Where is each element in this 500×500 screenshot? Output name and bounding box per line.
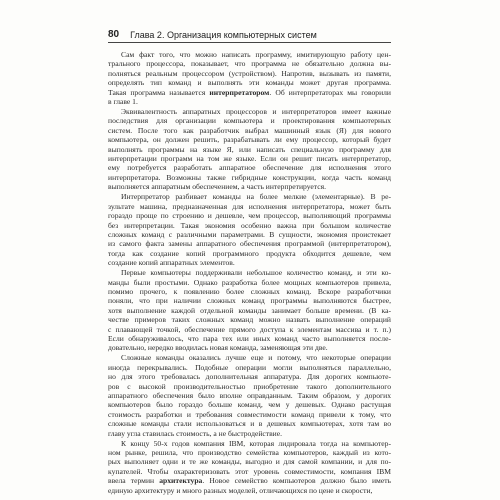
text-line: честве примеров таких сложных команд можно назвать выполнение операций [108,315,391,325]
text-line: выполняется аппаратным обеспечением, а часть интерпретируется. [108,182,326,192]
text-line: Если обнаруживалось, что пара тех или иных команд часто выполняется после- [108,333,391,343]
text-line: без интерпретации. Такая экономия особенно важна при большом количестве [108,220,391,230]
text-line: аппаратного обеспечения было вполне оправданным. Таким образом, у дорогих [108,391,391,400]
text-line: трального процессора, показывает, что программа не обязательно должна вы- [108,59,391,69]
text-line: главу угла ставилась стоимость, а не быстродействие. [108,428,283,438]
text-line: зультате машина, предназначенная для исполнения интерпретатора, может быть [108,201,391,211]
text-line: систем. После того как разработчик выбрал машинный язык (Я) для нового [108,125,391,135]
text-line: создание копий аппаратных элементов. [108,258,235,268]
text-line: Сам факт того, что можно написать программу, имитирующую работу цен- [121,50,391,59]
body-text [108,50,391,495]
text-line: определять тип команд и выполнять эти команды может другая программа. [108,78,391,88]
text-line: сложные команды стали использоваться и в дешевых компьютерах, хотя там во [108,419,391,429]
term-emphasis: интерпретатором [209,87,270,97]
paragraph [108,50,391,106]
text-line: ввела термин архитектура. Новое семейство компьютеров должно было иметь [108,476,391,486]
text-line: в главе 1. [108,97,138,107]
text-line: рых выполняет одни и те же команды, выгодно и для самой компании, и для по- [108,457,391,467]
text-line: К концу 50-х годов компания IBM, которая лидировала тогда на компьютер- [121,438,391,448]
text-line: поняли, что при наличии сложных команд программы выполняются быстрее, [108,296,391,306]
term-emphasis: архитектура [159,476,203,486]
text-line: иногда перекрывались. Подобные операции могли выполняться параллельно, [108,362,391,372]
paragraph [108,353,391,438]
text-line: Первые компьютеры поддерживали небольшое количество команд, и эти ко- [121,268,391,278]
text-line: интерпретатора. Возможны также гибридные конструкции, когда часть команд [108,172,391,182]
text-line: стоимость разработки и требования совместимости команд привели к тому, что [108,409,391,419]
text-line: ему потребуется разработать аппаратное обеспечение для исполнения этого [108,163,391,173]
paragraph [108,192,391,267]
text-line: из самого факта замены аппаратного обеспечения программой (интерпретатором), [108,239,391,249]
paragraph [108,439,391,495]
page-number: 80 [108,29,120,40]
text-line: помимо прочего, к появлению более сложных команд. Вскоре разработчики [108,286,391,296]
paragraph [108,268,391,353]
text-line: но для этого требовалась дополнительная аппаратура. Для дорогих компьюте- [108,372,391,382]
running-header [108,28,391,41]
text-line: последствия для организации компьютера и проектирования компьютерных [108,116,391,126]
text-line: Такая программа называется интерпретатором. Об интерпретаторах мы говорили [108,87,391,97]
text-line: с плавающей точкой, обеспечение прямого доступа к элементам массива и т. п.) [108,324,391,334]
text-line: выполнять программы на языке Я, или написать специальную программу для [108,144,391,154]
text-line: довательно, нередко вводилась новая команда, заменяющая эти две. [108,343,328,353]
text-line: купателей. Чтобы охарактеризовать этот уровень совместимости, компания IBM [108,466,391,476]
paragraph [108,107,391,192]
text-line: хотя выполнение каждой отдельной команды занимает больше времени. (В ка- [108,305,391,315]
text-line: гораздо проще по строению и дешевле, чем процессор, выполняющий программы [108,211,391,221]
text-line: Сложные команды оказались лучше еще и потому, что некоторые операции [121,353,391,363]
text-line: ном рынке, решила, что производство семейства компьютеров, каждый из кото- [108,448,391,458]
text-line: Интерпретатор разбивает команды на более мелкие (элементарные). В ре- [121,192,391,202]
text-line: ров с высокой производительностью приобретение такого дополнительного [108,381,391,391]
text-line: тогда как создание копий программного продукта обходится дешевле, чем [108,248,391,258]
text-line: интерпретации программ на том же языке. Если он решит писать интерпретатор, [108,154,391,164]
text-line: полняться реальным процессором (устройством). Напротив, вызывать из памяти, [108,68,391,78]
running-title: Глава 2. Организация компьютерных систем [130,29,317,40]
text-line: единую архитектуру и много разных моделей, отличающихся по цене и скорости, [108,485,373,495]
text-line: сложных команд с различными параметрами. В сущности, экономия проистекает [108,229,391,239]
header-rule [108,42,391,43]
text-line: компьютера, он должен решить, разрабатывать ли ему процессор, который будет [108,135,391,145]
text-line: манды были простыми. Однако разработка более мощных компьютеров привела, [108,277,391,287]
text-line: компьютеров было гораздо больше команд, чем у дешевых. Однако растущая [108,400,391,410]
text-line: Эквивалентность аппаратных процессоров и интерпретаторов имеет важные [121,107,391,117]
